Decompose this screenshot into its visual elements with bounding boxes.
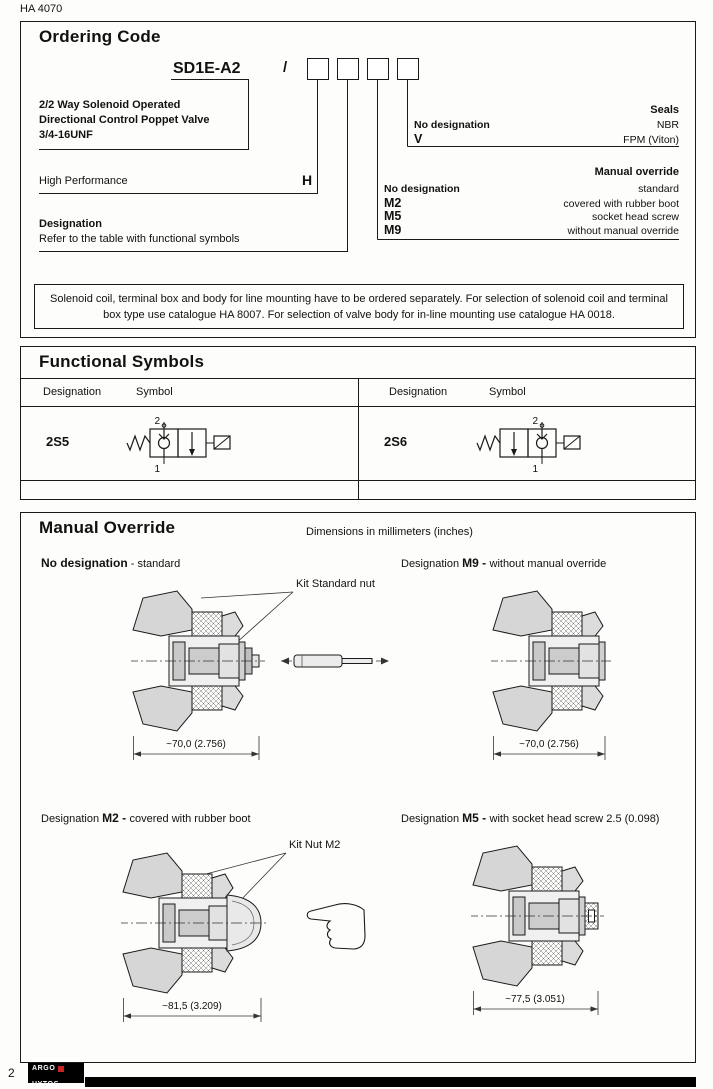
- code-box-3: [367, 58, 389, 80]
- manual-override-option-row: [384, 209, 679, 223]
- manual-override-option-value: socket head screw: [592, 211, 679, 223]
- functional-symbols-table: [21, 378, 695, 499]
- manual-override-option-code: M2: [384, 196, 402, 210]
- valve-cross-section-m9: [491, 586, 641, 786]
- dimensions-note: Dimensions in millimeters (inches): [306, 526, 473, 538]
- valve-description-line3: 3/4-16UNF: [39, 129, 93, 141]
- variant-label: [401, 556, 606, 570]
- variant-label-prefix: Designation: [401, 813, 463, 825]
- variant-label-rest: with socket head screw 2.5 (0.098): [489, 813, 660, 825]
- table-header-rule: [21, 406, 695, 407]
- dimension-label: ~70,0 (2.756): [166, 739, 226, 750]
- manual-override-option-code: M9: [384, 223, 402, 237]
- brand-argo: ARGO: [32, 1065, 56, 1072]
- variant-label: [41, 811, 251, 825]
- valve-symbol-2s5: [126, 414, 266, 476]
- variant-label: [401, 811, 659, 825]
- manual-override-option-row: [384, 196, 679, 210]
- header-symbol-left: Symbol: [136, 386, 173, 398]
- header-designation-right: Designation: [389, 386, 448, 398]
- code-box-1: [307, 58, 329, 80]
- logo-row: [32, 1065, 80, 1073]
- argo-hytos-logo: [28, 1063, 84, 1088]
- dimension-label: ~77,5 (3.051): [505, 994, 565, 1005]
- manual-override-option-row: [384, 223, 679, 237]
- port-label-1: 1: [154, 464, 160, 475]
- variant-label-rest: covered with rubber boot: [129, 813, 251, 825]
- port-label-1: 1: [532, 464, 538, 475]
- header-symbol-right: Symbol: [489, 386, 526, 398]
- variant-label-code: M9 -: [462, 556, 490, 570]
- valve-description-line1: 2/2 Way Solenoid Operated: [39, 99, 181, 111]
- manual-override-option-code: No designation: [384, 183, 460, 195]
- logo-red-mark: [58, 1066, 64, 1072]
- header-designation-left: Designation: [43, 386, 102, 398]
- variant-label-code: M5 -: [462, 811, 490, 825]
- valve-description-line2: Directional Control Poppet Valve: [39, 114, 210, 126]
- base-order-code: SD1E-A2: [173, 60, 241, 77]
- symbol-designation-2s6: 2S6: [384, 434, 408, 449]
- manual-override-option-value: standard: [638, 183, 679, 195]
- high-performance-label: High Performance: [39, 175, 128, 187]
- code-box-2: [337, 58, 359, 80]
- doc-code: HA 4070: [20, 3, 63, 15]
- manual-override-option-code: M5: [384, 209, 402, 223]
- variant-m2: [31, 803, 371, 1058]
- valve-cross-section-m2: [121, 848, 381, 1053]
- standard-nut-pin-detail: [281, 655, 389, 667]
- seals-title: Seals: [650, 104, 679, 116]
- ordering-code-section: [20, 21, 696, 338]
- seals-option-row: [414, 119, 679, 131]
- ordering-note: Solenoid coil, terminal box and body for line mounting have to be ordered separately. For selection of solenoid coil and terminal box type use catalogue HA 8007. For selection of valve body for in-line mounting use catalogue HA 0018.: [34, 284, 684, 329]
- table-center-divider: [358, 379, 359, 500]
- brand-hytos: HYTOS: [32, 1081, 59, 1088]
- variant-label-code: No designation: [41, 556, 128, 570]
- variant-m9: [391, 548, 687, 803]
- page-number: 2: [8, 1066, 15, 1080]
- valve-cross-section-standard: [131, 586, 391, 786]
- variant-label-prefix: Designation: [401, 558, 463, 570]
- manual-override-option-row: [384, 183, 679, 195]
- callout-kit-standard-nut: Kit Standard nut: [296, 578, 375, 590]
- manual-override-option-value: covered with rubber boot: [563, 198, 679, 210]
- ordering-code-title: Ordering Code: [39, 27, 161, 46]
- seals-option-value: NBR: [656, 119, 679, 131]
- manual-override-section-title: Manual Override: [39, 518, 176, 537]
- variant-standard: [31, 548, 375, 803]
- dimension-label: ~81,5 (3.209): [162, 1001, 222, 1012]
- callout-kit-nut-m2: Kit Nut M2: [289, 839, 341, 851]
- variant-label-prefix: Designation: [41, 813, 103, 825]
- code-separator: /: [283, 59, 288, 76]
- valve-cross-section-m5: [471, 841, 621, 1046]
- seals-option-row: [414, 132, 679, 146]
- dimension-label: ~70,0 (2.756): [519, 739, 579, 750]
- designation-text: Refer to the table with functional symbols: [39, 233, 240, 245]
- seals-option-code: V: [414, 132, 423, 146]
- footer-bar: [85, 1077, 696, 1087]
- functional-symbols-title: Functional Symbols: [39, 352, 205, 371]
- manual-override-title: Manual override: [594, 166, 679, 178]
- variant-label-rest: - standard: [127, 558, 181, 570]
- functional-symbols-section: [20, 346, 696, 500]
- port-label-2: 2: [532, 416, 538, 427]
- high-performance-code: H: [302, 172, 313, 188]
- symbol-designation-2s5: 2S5: [46, 434, 70, 449]
- manual-override-option-value: without manual override: [567, 225, 679, 237]
- table-row-rule: [21, 480, 695, 481]
- hand-icon: [307, 904, 365, 949]
- variant-label: [41, 556, 180, 570]
- variant-m5: [391, 803, 687, 1058]
- designation-label: Designation: [39, 218, 102, 230]
- code-box-4: [397, 58, 419, 80]
- variant-label-rest: without manual override: [489, 558, 607, 570]
- port-label-2: 2: [154, 416, 160, 427]
- valve-symbol-2s6: [476, 414, 616, 476]
- seals-option-code: No designation: [414, 119, 490, 131]
- valve-description: [39, 98, 274, 143]
- seals-option-value: FPM (Viton): [623, 134, 679, 146]
- manual-override-drawings-section: [20, 512, 696, 1063]
- variant-label-code: M2 -: [102, 811, 130, 825]
